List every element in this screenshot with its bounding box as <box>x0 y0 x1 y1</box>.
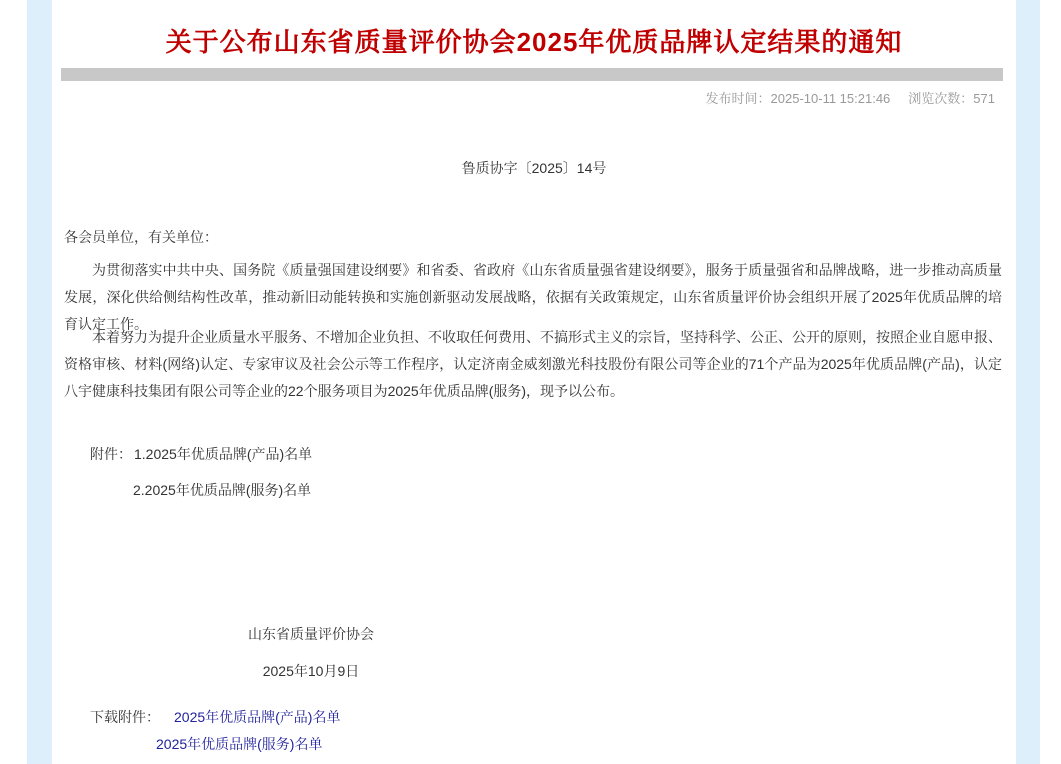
publish-time-label: 发布时间： <box>705 91 771 106</box>
download-attachments-label: 下载附件： <box>90 709 160 725</box>
body-paragraph-1: 为贯彻落实中共中央、国务院《质量强国建设纲要》和省委、省政府《山东省质量强省建设纲要》，服务于质量强省和品牌战略，进一步推动高质量发展，深化供给侧结构性改革，推动新旧动能转换和实施创新驱动发展战略，依据有关政策规定，山东省质量评价协会组织开展了2025年优质品牌的培育认定工作。 <box>64 262 1002 332</box>
title-divider-bar <box>61 68 1003 81</box>
download-link-service-list[interactable]: 2025年优质品牌(服务)名单 <box>156 736 323 752</box>
attachment-item-1: 1.2025年优质品牌(产品)名单 <box>134 446 313 462</box>
attachment-item-2: 2.2025年优质品牌(服务)名单 <box>133 482 312 498</box>
body-paragraph-2: 本着努力为提升企业质量水平服务、不增加企业负担、不收取任何费用、不搞形式主义的宗旨，坚持科学、公正、公开的原则，按照企业自愿申报、资格审核、材料(网络)认定、专家审议及社会公示等工作程序，认定济南金威刻激光科技股份有限公司等企业的71个产品为2025年优质品牌(产品)，认定八宇健康科技集团有限公司等企业的22个服务项目为2025年优质品牌(服务)，现予以公布。 <box>64 329 1002 399</box>
download-link-product-list[interactable]: 2025年优质品牌(产品)名单 <box>174 709 341 725</box>
attachments-label: 附件： <box>90 446 132 462</box>
signature-org: 山东省质量评价协会 <box>248 626 374 642</box>
attachment-line-1 <box>90 444 312 464</box>
page-title: 关于公布山东省质量评价协会2025年优质品牌认定结果的通知 <box>165 27 903 57</box>
salutation: 各会员单位，有关单位： <box>64 229 218 245</box>
publish-time-value: 2025-10-11 15:21:46 <box>770 91 891 106</box>
download-line-1 <box>90 707 340 727</box>
notice-article <box>52 0 1016 764</box>
publish-meta <box>706 88 995 107</box>
attachment-line-2 <box>133 480 311 500</box>
views-value: 571 <box>973 91 995 106</box>
download-line-2 <box>156 734 322 754</box>
views-label: 浏览次数： <box>908 91 974 106</box>
signature-date: 2025年10月9日 <box>262 663 360 679</box>
document-number: 鲁质协字〔2025〕14号 <box>461 160 607 176</box>
